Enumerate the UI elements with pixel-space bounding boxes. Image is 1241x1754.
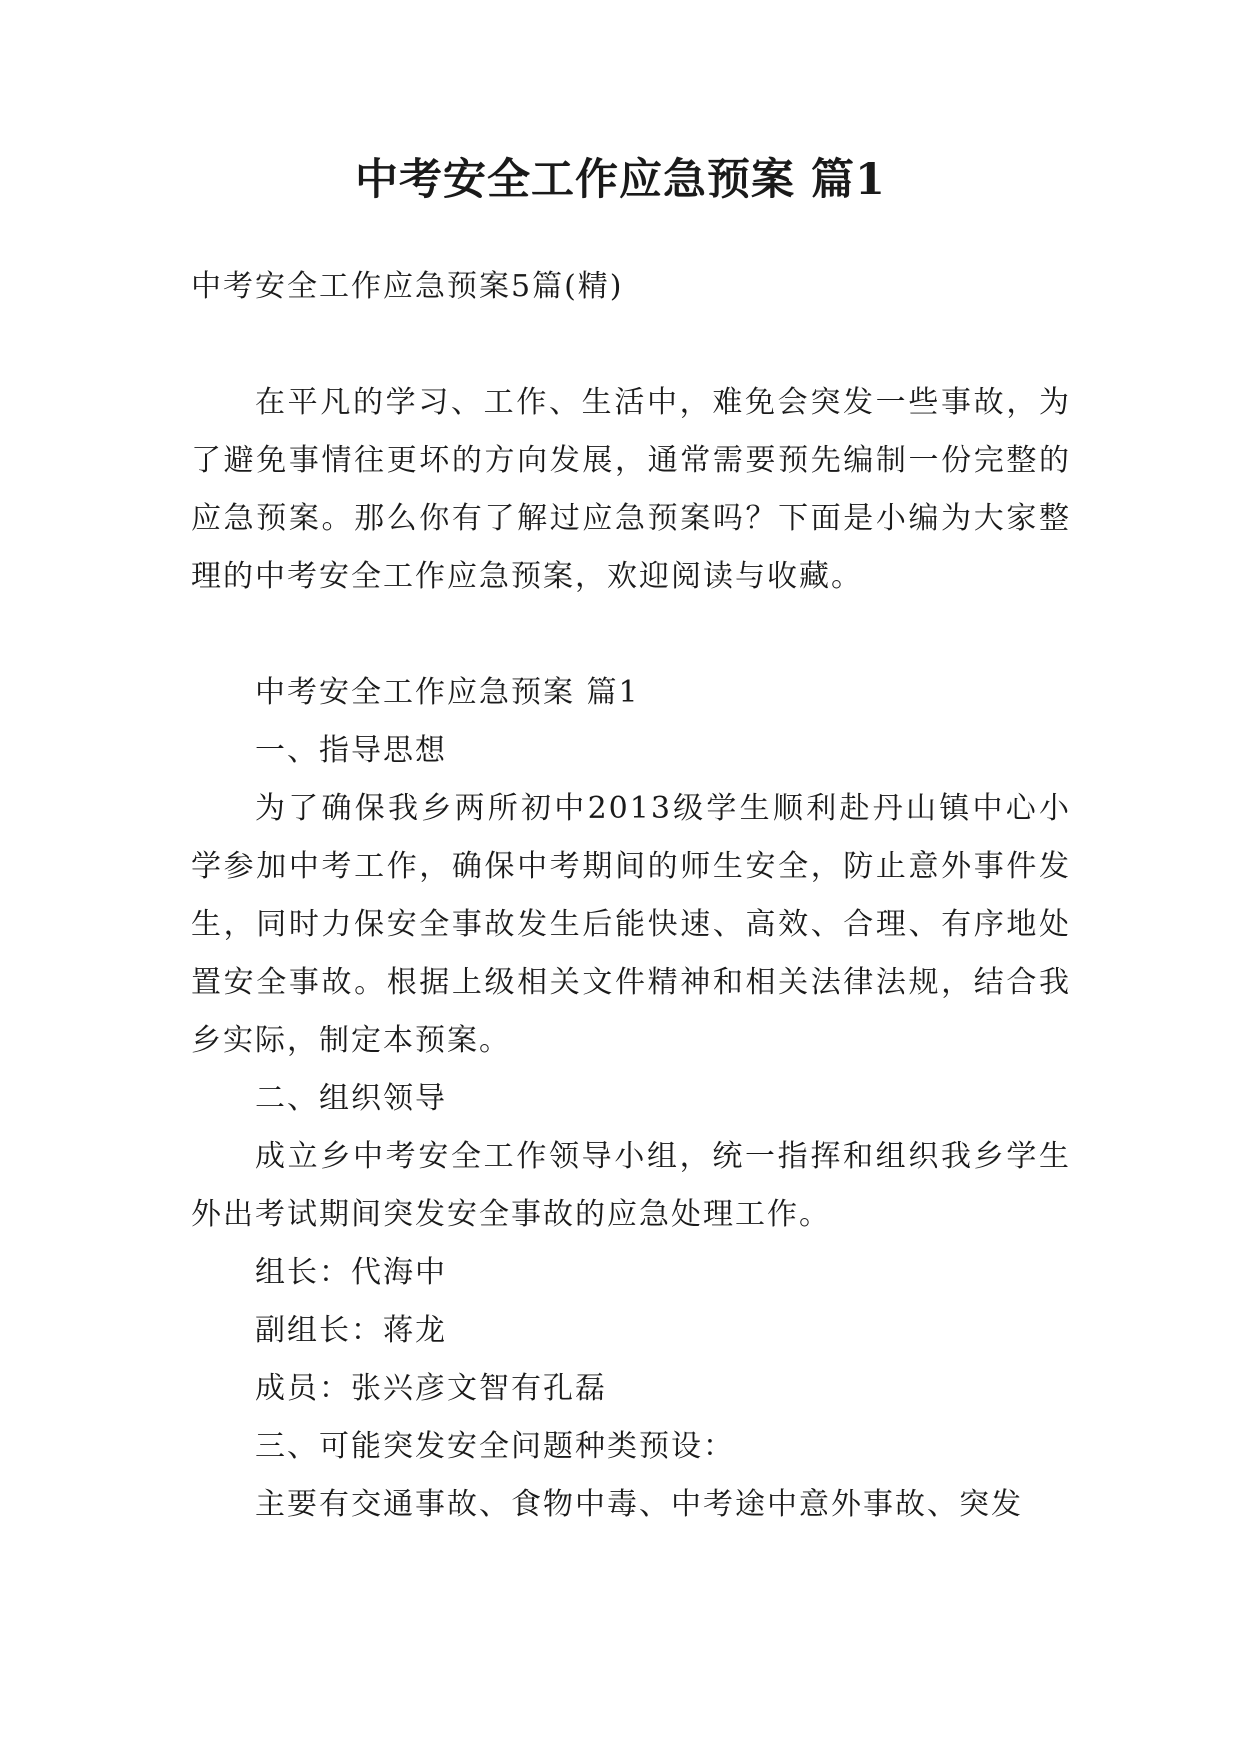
section-2-paragraph: 成立乡中考安全工作领导小组，统一指挥和组织我乡学生外出考试期间突发安全事故的应急处理工作。 <box>191 1139 1071 1232</box>
document-subtitle: 中考安全工作应急预案5篇(精) <box>191 269 624 304</box>
section-3-heading: 三、可能突发安全问题种类预设： <box>255 1429 735 1464</box>
section-1-heading: 一、指导思想 <box>255 733 447 768</box>
section-heading: 中考安全工作应急预案 篇1 <box>255 675 640 710</box>
spacer <box>191 316 1071 374</box>
document-body <box>191 258 1071 1534</box>
section-2-heading: 二、组织领导 <box>255 1081 447 1116</box>
vice-leader-line: 副组长：蒋龙 <box>255 1313 447 1348</box>
leader-line: 组长：代海中 <box>255 1255 447 1290</box>
members-line: 成员：张兴彦文智有孔磊 <box>255 1371 607 1406</box>
intro-paragraph: 在平凡的学习、工作、生活中，难免会突发一些事故，为了避免事情往更坏的方向发展，通常需要预先编制一份完整的应急预案。那么你有了解过应急预案吗？下面是小编为大家整理的中考安全工作应急预案，欢迎阅读与收藏。 <box>191 385 1071 594</box>
spacer <box>191 606 1071 664</box>
section-1-paragraph: 为了确保我乡两所初中2013级学生顺利赴丹山镇中心小学参加中考工作，确保中考期间的师生安全，防止意外事件发生，同时力保安全事故发生后能快速、高效、合理、有序地处置安全事故。根据上级相关文件精神和相关法律法规，结合我乡实际，制定本预案。 <box>191 791 1071 1058</box>
document-title: 中考安全工作应急预案 篇1 <box>355 155 886 205</box>
section-3-paragraph: 主要有交通事故、食物中毒、中考途中意外事故、突发 <box>255 1487 1023 1522</box>
